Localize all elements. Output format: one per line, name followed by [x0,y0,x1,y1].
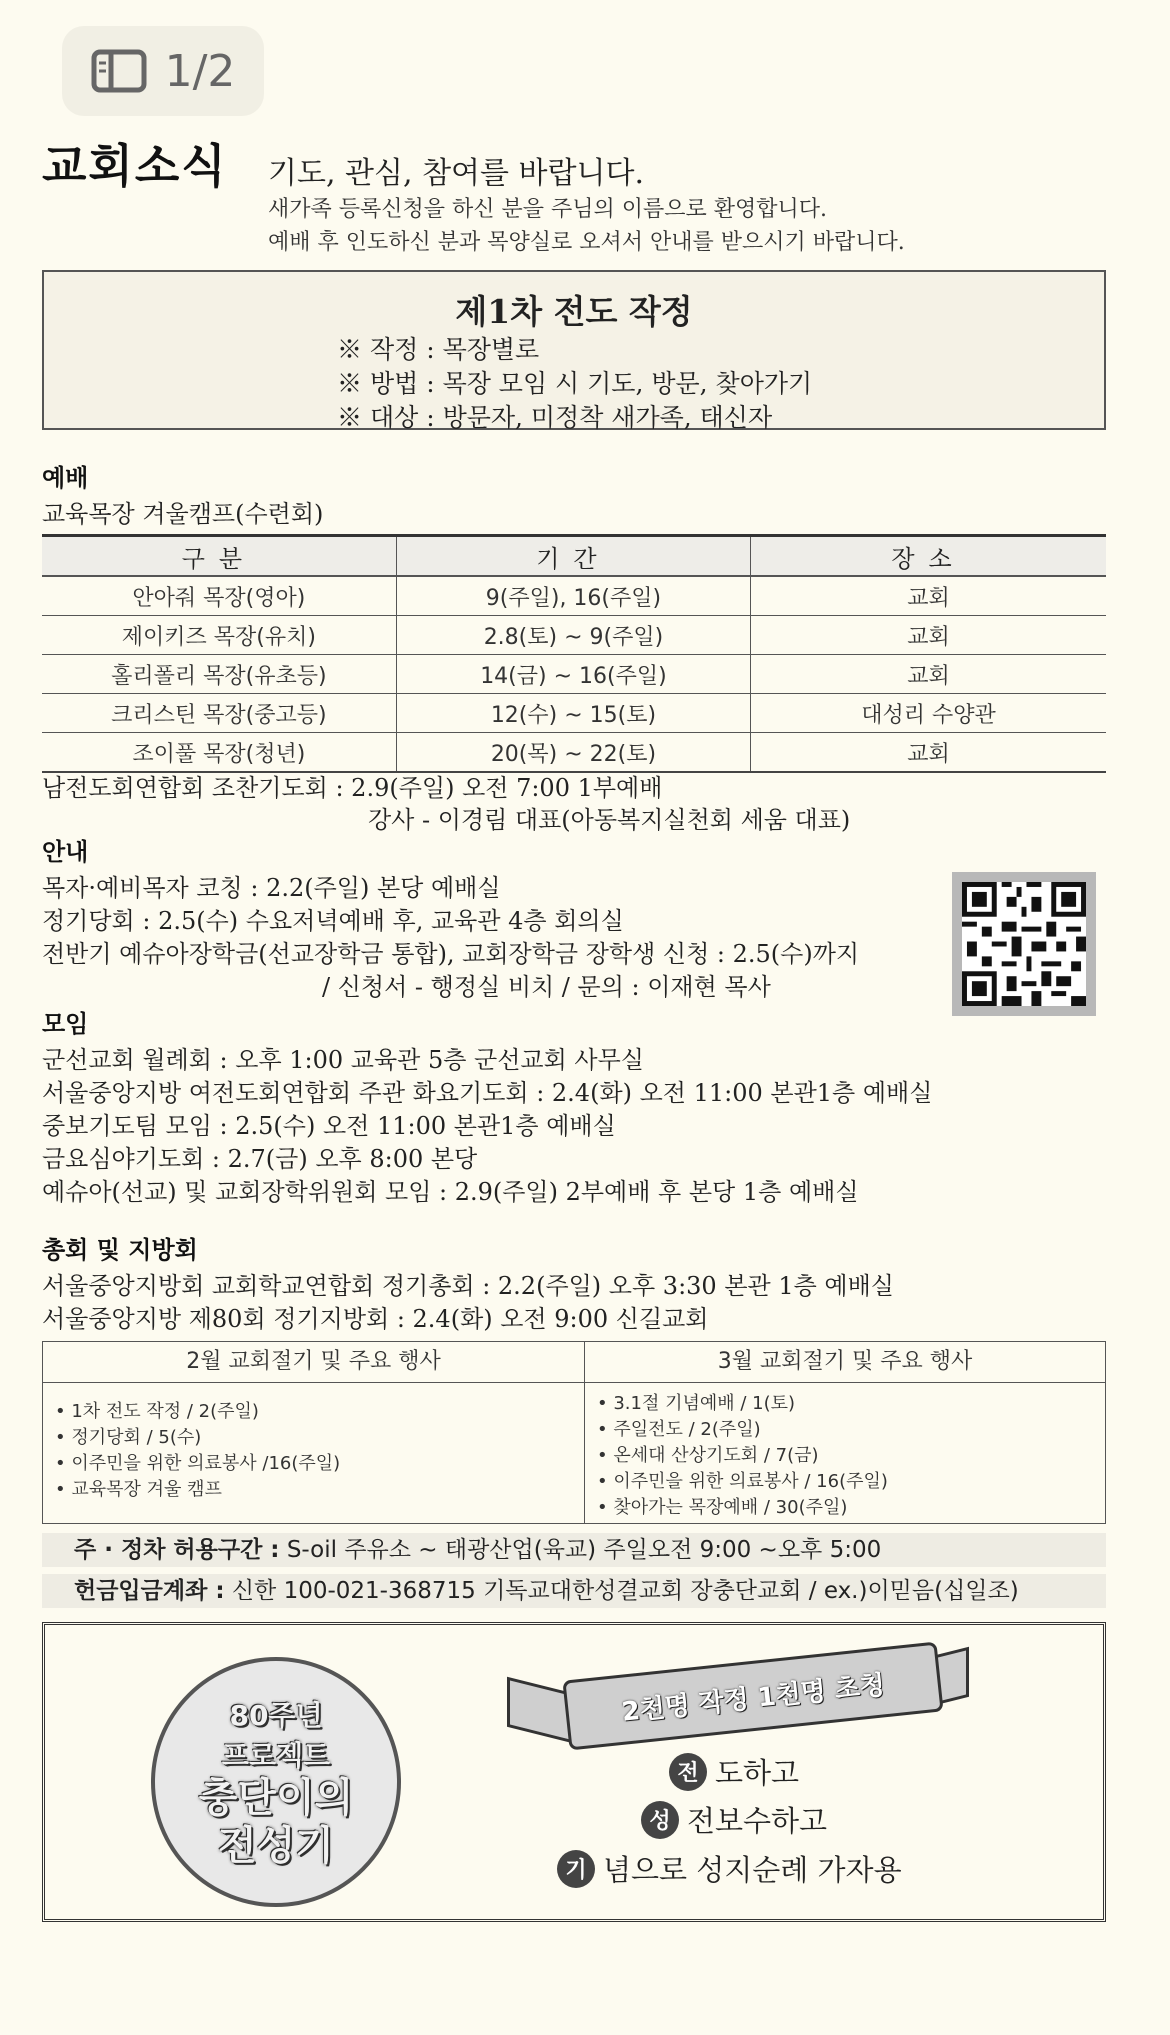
column-header: 구분 [42,536,396,577]
events-table [42,1341,1106,1524]
page-indicator[interactable] [62,26,264,116]
section-heading-worship: 예배 [42,464,89,492]
account-value: 신한 100-021-368715 기독교대한성결교회 장충단교회 / ex.)이믿음(십일조) [231,1578,1019,1604]
meeting-line: 중보기도팀 모임 : 2.5(수) 오전 11:00 본관1층 예배실 [42,1112,616,1140]
motto-text: 념으로 성지순례 가자용 [603,1853,902,1887]
motto-text: 도하고 [715,1756,800,1790]
column-header: 기간 [396,536,750,577]
camp-subheading: 교육목장 겨울캠프(수련회) [42,500,324,528]
mission-heading: 제1차 전도 작정 [455,292,693,331]
anniversary-banner [42,1622,1106,1922]
meeting-line: 서울중앙지방 여전도회연합회 주관 화요기도회 : 2.4(화) 오전 11:00 본관1층 예배실 [42,1079,933,1107]
motto-mark: 기 [557,1850,595,1888]
table-cell: 안아줘 목장(영아) [42,576,396,616]
mission-box [42,270,1106,430]
table-cell: 교회 [751,576,1106,616]
intro-line: 예배 후 인도하신 분과 목양실로 오셔서 안내를 받으시기 바랍니다. [268,230,905,255]
book-icon [91,49,147,93]
account-label: 헌금입금계좌 : [74,1578,225,1604]
page-title: 교회소식 [42,139,228,193]
table-cell: 크리스틴 목장(중고등) [42,694,396,733]
mission-line: ※ 대상 : 방문자, 미정착 새가족, 태신자 [337,403,773,432]
motto-line [641,1799,827,1840]
table-row [42,733,1106,773]
column-header: 장소 [751,536,1106,577]
badge-line: 80주년 [229,1699,323,1732]
speaker-line: 강사 - 이경림 대표(아동복지실천회 세움 대표) [368,806,851,834]
list-item: • 찾아가는 목장예배 / 30(주일) [597,1495,1105,1521]
list-item: • 이주민을 위한 의료봉사 /16(주일) [55,1451,584,1477]
page-subtitle: 기도, 관심, 참여를 바랍니다. [268,156,644,191]
table-row [42,655,1106,694]
prayer-meeting-line: 남전도회연합회 조찬기도회 : 2.9(주일) 오전 7:00 1부예배 [42,774,663,802]
table-cell: 2.8(토) ~ 9(주일) [396,616,750,655]
february-events-title: 2월 교회절기 및 주요 행사 [43,1342,584,1383]
intro-line: 새가족 등록신청을 하신 분을 주님의 이름으로 환영합니다. [268,197,828,222]
table-cell: 대성리 수양관 [751,694,1106,733]
section-heading-assembly: 총회 및 지방회 [42,1236,198,1264]
assembly-line: 서울중앙지방 제80회 정기지방회 : 2.4(화) 오전 9:00 신길교회 [42,1305,709,1333]
table-cell: 12(수) ~ 15(토) [396,694,750,733]
list-item: • 이주민을 위한 의료봉사 / 16(주일) [597,1469,1105,1495]
qr-pattern [962,882,1086,1006]
camp-table [42,534,1106,773]
section-heading-notice: 안내 [42,838,89,866]
parking-info [42,1533,1106,1567]
notice-line: 목자·예비목자 코칭 : 2.2(주일) 본당 예배실 [42,874,501,902]
table-cell: 제이키즈 목장(유치) [42,616,396,655]
account-info [42,1574,1106,1608]
badge-line: 전성기 [218,1823,334,1869]
february-events [43,1342,585,1523]
table-cell: 14(금) ~ 16(주일) [396,655,750,694]
table-header-row [42,536,1106,577]
notice-line: / 신청서 - 행정실 비치 / 문의 : 이재현 목사 [322,973,771,1001]
meeting-line: 예슈아(선교) 및 교회장학위원회 모임 : 2.9(주일) 2부예배 후 본당 1층 예배실 [42,1178,859,1206]
list-item: • 교육목장 겨울 캠프 [55,1477,584,1503]
anniversary-badge [151,1657,401,1907]
list-item: • 주일전도 / 2(주일) [597,1417,1105,1443]
parking-label: 주 · 정차 허용구간 : [74,1537,280,1563]
motto-line [557,1848,902,1889]
table-cell: 교회 [751,655,1106,694]
table-cell: 9(주일), 16(주일) [396,576,750,616]
march-events [585,1342,1105,1523]
motto-text: 전보수하고 [687,1804,828,1838]
table-cell: 교회 [751,616,1106,655]
page-number: 1/2 [164,45,236,97]
february-events-list [43,1399,584,1503]
meeting-line: 군선교회 월례회 : 오후 1:00 교육관 5층 군선교회 사무실 [42,1046,644,1074]
badge-line: 충단이의 [198,1775,354,1821]
intro-text [268,193,905,259]
list-item: • 온세대 산상기도회 / 7(금) [597,1443,1105,1469]
table-cell: 조이풀 목장(청년) [42,733,396,773]
march-events-list [585,1391,1105,1521]
mission-line: ※ 방법 : 목장 모임 시 기도, 방문, 찾아가기 [337,369,813,398]
section-heading-meetings: 모임 [42,1010,89,1038]
list-item: • 정기당회 / 5(수) [55,1425,584,1451]
meeting-line: 금요심야기도회 : 2.7(금) 오후 8:00 본당 [42,1145,478,1173]
parking-value: S-oil 주유소 ~ 태광산업(육교) 주일오전 9:00 ~오후 5:00 [286,1537,882,1563]
badge-line: 프로젝트 [221,1739,331,1772]
table-row [42,694,1106,733]
notice-line: 정기당회 : 2.5(수) 수요저녁예배 후, 교육관 4층 회의실 [42,907,624,935]
motto-mark: 성 [641,1801,679,1839]
table-row [42,616,1106,655]
motto-mark: 전 [669,1753,707,1791]
table-cell: 20(목) ~ 22(토) [396,733,750,773]
table-cell: 교회 [751,733,1106,773]
list-item: • 1차 전도 작정 / 2(주일) [55,1399,584,1425]
table-row [42,576,1106,616]
list-item: • 3.1절 기념예배 / 1(토) [597,1391,1105,1417]
march-events-title: 3월 교회절기 및 주요 행사 [585,1342,1105,1383]
qr-code-icon[interactable] [952,872,1096,1016]
motto-line [669,1751,799,1792]
notice-line: 전반기 예슈아장학금(선교장학금 통합), 교회장학금 장학생 신청 : 2.5(수)까지 [42,940,860,968]
ribbon-banner: 2천명 작정 1천명 초청 [562,1642,943,1751]
mission-line: ※ 작정 : 목장별로 [337,335,540,364]
assembly-line: 서울중앙지방회 교회학교연합회 정기총회 : 2.2(주일) 오후 3:30 본관 1층 예배실 [42,1272,894,1300]
table-cell: 홀리폴리 목장(유초등) [42,655,396,694]
